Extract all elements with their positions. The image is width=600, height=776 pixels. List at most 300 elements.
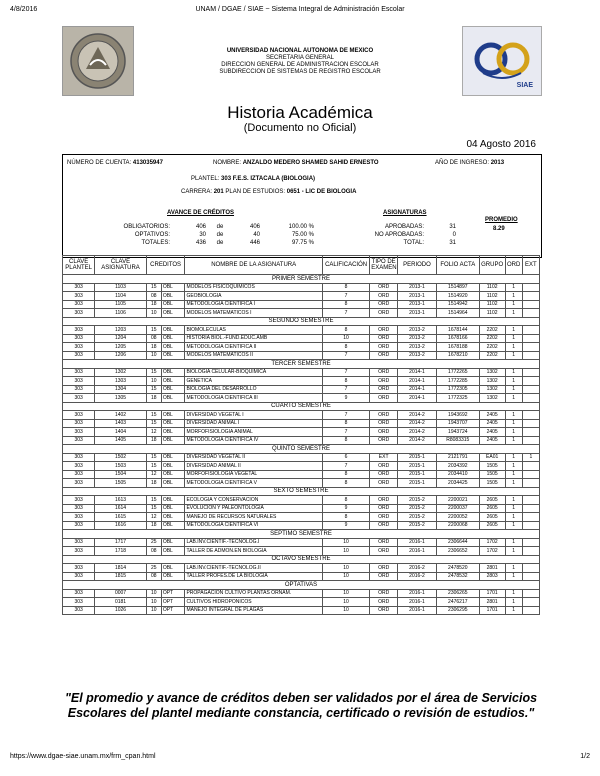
table-cell: EXT — [370, 453, 398, 462]
carrera-value: 201 — [213, 189, 224, 195]
table-cell — [522, 419, 539, 428]
table-cell: 1302 — [479, 394, 505, 403]
table-cell: 1616 — [95, 521, 147, 530]
table-cell: 2014-1 — [398, 394, 437, 403]
table-cell: MODELOS MATEMATICOS I — [185, 309, 323, 318]
table-cell — [522, 326, 539, 335]
table-cell: 303 — [63, 547, 95, 556]
table-cell: ORD — [370, 572, 398, 581]
table-cell: ORD — [370, 283, 398, 292]
table-cell: OBL — [161, 283, 185, 292]
table-cell: 1514964 — [436, 309, 479, 318]
table-cell: OBL — [161, 300, 185, 309]
table-cell: 1678188 — [436, 343, 479, 352]
table-cell: 303 — [63, 377, 95, 386]
table-row — [63, 326, 540, 335]
table-cell — [522, 343, 539, 352]
table-cell: 1 — [505, 419, 522, 428]
table-cell: 1102 — [479, 283, 505, 292]
browser-title: UNAM / DGAE / SIAE ~ Sistema Integral de Administración Escolar — [195, 6, 405, 13]
table-cell: 2605 — [479, 496, 505, 505]
table-cell: OBL — [161, 504, 185, 513]
table-cell: 1505 — [95, 479, 147, 488]
table-cell: ORD — [370, 419, 398, 428]
table-cell — [522, 385, 539, 394]
table-cell: 303 — [63, 394, 95, 403]
table-cell: 1701 — [479, 606, 505, 615]
table-cell: 1 — [505, 300, 522, 309]
table-cell: 1 — [505, 572, 522, 581]
table-cell: OBL — [161, 538, 185, 547]
table-cell: 303 — [63, 470, 95, 479]
table-cell: 2405 — [479, 436, 505, 445]
table-cell: METODOLOGIA CIENTIFICA III — [185, 394, 323, 403]
cuenta-value: 413035947 — [132, 160, 163, 166]
table-cell: 9 — [322, 521, 369, 530]
table-cell: TALLER DE ADMON.EN BIOLOGIA — [185, 547, 323, 556]
page-title: Historia Académica — [227, 103, 373, 122]
table-cell: 7 — [322, 351, 369, 360]
table-cell: OBL — [161, 479, 185, 488]
table-cell: 1105 — [95, 300, 147, 309]
table-cell: 303 — [63, 419, 95, 428]
table-cell: ORD — [370, 428, 398, 437]
table-cell: ORD — [370, 300, 398, 309]
table-cell: ORD — [370, 547, 398, 556]
table-cell: 2013-1 — [398, 309, 437, 318]
table-cell: 1943707 — [436, 419, 479, 428]
table-cell: 1302 — [95, 368, 147, 377]
table-cell: 7 — [322, 292, 369, 301]
table-cell: 1943724 — [436, 428, 479, 437]
table-cell: 2034392 — [436, 462, 479, 471]
table-cell: 303 — [63, 334, 95, 343]
table-cell: 10 — [146, 309, 161, 318]
table-cell: 1678166 — [436, 334, 479, 343]
table-cell: 1505 — [479, 462, 505, 471]
table-cell: 9 — [322, 504, 369, 513]
semester-header-row — [63, 487, 540, 496]
table-cell: OBL — [161, 411, 185, 420]
table-cell: 1772265 — [436, 368, 479, 377]
table-cell: CULTIVOS HIDROPONICOS — [185, 598, 323, 607]
table-cell: 1814 — [95, 564, 147, 573]
table-cell: 1 — [505, 598, 522, 607]
table-row — [63, 572, 540, 581]
table-cell: 1102 — [479, 300, 505, 309]
table-cell: 2200037 — [436, 504, 479, 513]
table-cell: 15 — [146, 411, 161, 420]
semester-header-row — [63, 402, 540, 411]
table-cell: MANEJO DE RECURSOS NATURALES — [185, 513, 323, 522]
table-cell: BIOLOGIA DEL DESARROLLO — [185, 385, 323, 394]
table-cell: OBL — [161, 394, 185, 403]
table-cell: 1502 — [95, 453, 147, 462]
table-cell: 1772325 — [436, 394, 479, 403]
table-cell: 2013-1 — [398, 283, 437, 292]
table-row — [63, 436, 540, 445]
table-cell: DIVERSIDAD VEGETAL II — [185, 453, 323, 462]
table-cell: EVOLUCION Y PALEONTOLOGIA — [185, 504, 323, 513]
table-cell: ORD — [370, 436, 398, 445]
table-row — [63, 428, 540, 437]
table-cell: 2605 — [479, 521, 505, 530]
table-cell — [522, 436, 539, 445]
table-cell: 1 — [505, 326, 522, 335]
table-cell: 1 — [505, 513, 522, 522]
table-cell: 7 — [322, 309, 369, 318]
page-url: https://www.dgae-siae.unam.mx/frm_cpan.html — [10, 753, 156, 760]
table-cell: OBL — [161, 513, 185, 522]
asignaturas-title: ASIGNATURAS — [383, 210, 427, 216]
col-periodo: PERIODO — [398, 256, 437, 275]
table-row — [63, 606, 540, 615]
table-cell: 2202 — [479, 326, 505, 335]
table-cell: 2306652 — [436, 547, 479, 556]
table-cell: ECOLOGIA Y CONSERVACION — [185, 496, 323, 505]
table-cell — [522, 564, 539, 573]
table-cell: ORD — [370, 479, 398, 488]
table-cell: 1718 — [95, 547, 147, 556]
table-cell: 303 — [63, 292, 95, 301]
table-cell — [522, 504, 539, 513]
table-cell: 10 — [322, 589, 369, 598]
table-row — [63, 283, 540, 292]
table-cell: 2013-1 — [398, 292, 437, 301]
table-cell: MODELOS MATEMATICOS II — [185, 351, 323, 360]
table-cell: LAB.INV.CIENTIF.-TECNOLOG.II — [185, 564, 323, 573]
table-cell: 303 — [63, 504, 95, 513]
table-cell: 1 — [505, 368, 522, 377]
table-cell: 15 — [146, 326, 161, 335]
table-cell: OBL — [161, 436, 185, 445]
table-cell — [522, 411, 539, 420]
table-cell: 2306644 — [436, 538, 479, 547]
table-header-row — [63, 256, 540, 275]
table-cell: 2202 — [479, 351, 505, 360]
table-row — [63, 411, 540, 420]
direccion: DIRECCION GENERAL DE ADMINISTRACION ESCOLAR — [221, 62, 379, 68]
table-cell: 1103 — [95, 283, 147, 292]
table-cell — [522, 394, 539, 403]
document-date: 04 Agosto 2016 — [466, 139, 536, 150]
grades-body — [63, 275, 540, 615]
table-cell: 15 — [146, 283, 161, 292]
semester-header-row — [63, 317, 540, 326]
table-cell: OBL — [161, 453, 185, 462]
table-cell: ORD — [370, 377, 398, 386]
table-cell: ORD — [370, 589, 398, 598]
table-cell: ORD — [370, 564, 398, 573]
table-cell: 2803 — [479, 572, 505, 581]
table-cell: 2200052 — [436, 513, 479, 522]
table-cell: 1405 — [95, 436, 147, 445]
table-cell: 7 — [322, 411, 369, 420]
table-cell: 0007 — [95, 589, 147, 598]
table-cell: 303 — [63, 513, 95, 522]
table-cell: OPT — [161, 606, 185, 615]
table-cell: 25 — [146, 538, 161, 547]
table-cell — [522, 479, 539, 488]
table-cell: 2016-1 — [398, 589, 437, 598]
table-cell: BIOMOLECULAS — [185, 326, 323, 335]
table-cell: 2013-2 — [398, 326, 437, 335]
table-cell: OBL — [161, 547, 185, 556]
table-cell: 8 — [322, 479, 369, 488]
table-cell: 303 — [63, 411, 95, 420]
table-cell: 8 — [322, 513, 369, 522]
table-cell: 2405 — [479, 411, 505, 420]
table-cell: ORD — [370, 513, 398, 522]
table-cell: 10 — [322, 334, 369, 343]
table-cell — [522, 572, 539, 581]
semester-name: PRIMER SEMESTRE — [63, 275, 540, 284]
table-cell: 1 — [505, 606, 522, 615]
carrera-row — [181, 189, 356, 195]
table-cell: 2015-2 — [398, 504, 437, 513]
table-cell: TALLER PROFES.DE LA BIOLOGIA — [185, 572, 323, 581]
table-cell: MANEJO INTEGRAL DE PLAGAS — [185, 606, 323, 615]
table-cell: 1 — [505, 309, 522, 318]
table-cell: ORD — [370, 496, 398, 505]
table-row — [63, 538, 540, 547]
table-cell: ORD — [370, 606, 398, 615]
table-row — [63, 343, 540, 352]
table-cell: 1203 — [95, 326, 147, 335]
table-cell: 2306295 — [436, 606, 479, 615]
table-cell: 2476217 — [436, 598, 479, 607]
table-cell: 2015-1 — [398, 453, 437, 462]
table-cell: 303 — [63, 564, 95, 573]
semester-name: OCTAVO SEMESTRE — [63, 555, 540, 564]
table-cell: 10 — [322, 572, 369, 581]
table-cell — [522, 598, 539, 607]
nombre-value: ANZALDO MEDERO SHAMED SAHID ERNESTO — [242, 160, 379, 166]
table-cell: ORD — [370, 462, 398, 471]
siae-logo-icon — [462, 26, 542, 96]
table-cell: 2016-2 — [398, 572, 437, 581]
asignaturas-row: NO APROBADAS: 0 — [374, 232, 456, 238]
table-cell: 1505 — [479, 470, 505, 479]
table-cell: DIVERSIDAD ANIMAL II — [185, 462, 323, 471]
table-cell: 2013-1 — [398, 300, 437, 309]
table-cell: 7 — [322, 428, 369, 437]
col-ord: ORD — [505, 256, 522, 275]
table-cell — [522, 300, 539, 309]
table-cell: 1302 — [479, 368, 505, 377]
table-cell: 2605 — [479, 513, 505, 522]
table-cell: 18 — [146, 300, 161, 309]
table-cell: GENETICA — [185, 377, 323, 386]
col-creditos: CREDITOS — [146, 256, 185, 275]
table-cell: 303 — [63, 496, 95, 505]
table-cell: 303 — [63, 598, 95, 607]
table-cell — [522, 428, 539, 437]
table-cell — [522, 368, 539, 377]
table-cell: 1815 — [95, 572, 147, 581]
table-cell: 1 — [505, 283, 522, 292]
table-row — [63, 513, 540, 522]
table-cell: 2801 — [479, 598, 505, 607]
table-cell: ORD — [370, 521, 398, 530]
table-cell: OPT — [161, 598, 185, 607]
table-cell: 2016-2 — [398, 564, 437, 573]
table-cell: 8 — [322, 496, 369, 505]
semester-header-row — [63, 445, 540, 454]
institution-block — [150, 48, 450, 76]
table-cell: 8 — [322, 343, 369, 352]
table-cell: 8 — [322, 419, 369, 428]
print-date: 4/8/2016 — [10, 6, 38, 13]
table-cell: 7 — [322, 368, 369, 377]
table-cell: 1505 — [479, 479, 505, 488]
table-cell: 2306265 — [436, 589, 479, 598]
table-cell: 1 — [505, 343, 522, 352]
table-cell: 1 — [522, 453, 539, 462]
table-cell: 303 — [63, 368, 95, 377]
table-cell: 1772285 — [436, 377, 479, 386]
table-cell: 1701 — [479, 589, 505, 598]
table-cell: 1303 — [95, 377, 147, 386]
table-cell: 2478520 — [436, 564, 479, 573]
table-cell: METODOLOGIA CIENTIFICA IV — [185, 436, 323, 445]
table-cell: 1 — [505, 470, 522, 479]
table-cell: 2014-1 — [398, 377, 437, 386]
table-cell: R8083315 — [436, 436, 479, 445]
asignaturas-table — [361, 223, 457, 247]
table-row — [63, 504, 540, 513]
table-cell: ORD — [370, 368, 398, 377]
table-cell: OBL — [161, 572, 185, 581]
table-row — [63, 292, 540, 301]
table-cell: 10 — [146, 606, 161, 615]
table-cell — [522, 462, 539, 471]
table-cell: ORD — [370, 504, 398, 513]
table-cell: 1615 — [95, 513, 147, 522]
table-cell: 1102 — [479, 309, 505, 318]
table-cell: 1 — [505, 394, 522, 403]
semester-name: QUINTO SEMESTRE — [63, 445, 540, 454]
plantel-value: 303 F.E.S. IZTACALA (BIOLOGIA) — [221, 176, 316, 182]
table-cell: 6 — [322, 453, 369, 462]
table-cell: 2014-2 — [398, 436, 437, 445]
table-cell: 2013-2 — [398, 351, 437, 360]
col-nombre: NOMBRE DE LA ASIGNATURA — [185, 256, 323, 275]
table-cell: LAB.INV.CIENTIF.-TECNOLOG.I — [185, 538, 323, 547]
nombre-row — [213, 160, 379, 166]
table-cell: 1 — [505, 479, 522, 488]
disclaimer-quote: "El promedio y avance de créditos deben ser validados por el área de Servicios Escolares del plantel mediante constancia, certificado o revisión de estudios." — [64, 691, 538, 720]
table-cell: OBL — [161, 496, 185, 505]
table-row — [63, 309, 540, 318]
table-cell: 1026 — [95, 606, 147, 615]
cuenta-row — [67, 160, 163, 166]
table-cell — [522, 334, 539, 343]
table-cell: 303 — [63, 300, 95, 309]
avance-title: AVANCE DE CRÉDITOS — [167, 210, 235, 216]
table-cell: 10 — [146, 589, 161, 598]
table-cell: 1304 — [95, 385, 147, 394]
table-cell: 1404 — [95, 428, 147, 437]
table-cell: 1717 — [95, 538, 147, 547]
table-cell — [522, 521, 539, 530]
table-cell: ORD — [370, 470, 398, 479]
table-cell: 303 — [63, 326, 95, 335]
avance-row: OBLIGATORIOS: 406 de 406 100.00 % — [123, 224, 314, 230]
plan-value: 0651 - LIC DE BIOLOGIA — [286, 189, 357, 195]
table-row — [63, 598, 540, 607]
table-cell: 303 — [63, 572, 95, 581]
table-cell: ORD — [370, 326, 398, 335]
table-cell: 1102 — [479, 292, 505, 301]
table-cell: 1702 — [479, 547, 505, 556]
table-cell: 2014-1 — [398, 368, 437, 377]
table-cell: 1205 — [95, 343, 147, 352]
table-cell: OBL — [161, 462, 185, 471]
table-cell: 1772305 — [436, 385, 479, 394]
table-cell: 15 — [146, 496, 161, 505]
table-cell: 303 — [63, 436, 95, 445]
table-cell: 15 — [146, 462, 161, 471]
table-cell: 8 — [322, 283, 369, 292]
table-cell: 18 — [146, 521, 161, 530]
secretaria: SECRETARIA GENERAL — [266, 55, 334, 61]
nombre-label: NOMBRE: — [213, 160, 242, 166]
table-cell: 1943692 — [436, 411, 479, 420]
asignaturas-row: APROBADAS: 31 — [384, 224, 456, 230]
table-cell: OBL — [161, 470, 185, 479]
table-cell: 303 — [63, 589, 95, 598]
ingreso-label: AÑO DE INGRESO: — [435, 160, 490, 166]
table-cell: OBL — [161, 368, 185, 377]
table-cell — [522, 496, 539, 505]
table-cell: 8 — [322, 300, 369, 309]
table-cell: OBL — [161, 292, 185, 301]
table-cell: 15 — [146, 419, 161, 428]
table-row — [63, 385, 540, 394]
table-cell: 2121791 — [436, 453, 479, 462]
table-cell: 1 — [505, 385, 522, 394]
table-cell: 1613 — [95, 496, 147, 505]
table-cell: 2013-2 — [398, 334, 437, 343]
table-row — [63, 351, 540, 360]
table-cell: 1678210 — [436, 351, 479, 360]
table-cell: 2016-1 — [398, 538, 437, 547]
table-cell: 08 — [146, 547, 161, 556]
table-cell: ORD — [370, 411, 398, 420]
table-row — [63, 394, 540, 403]
table-cell: 1 — [505, 504, 522, 513]
table-cell: 1106 — [95, 309, 147, 318]
table-cell: ORD — [370, 334, 398, 343]
table-cell: EA01 — [479, 453, 505, 462]
table-cell: 2405 — [479, 428, 505, 437]
table-cell: 10 — [322, 564, 369, 573]
table-cell: MODELOS FISICOQUIMICOS — [185, 283, 323, 292]
table-cell: 1206 — [95, 351, 147, 360]
table-cell: OBL — [161, 351, 185, 360]
table-cell: GEOBIOLOGIA — [185, 292, 323, 301]
table-cell: 1514942 — [436, 300, 479, 309]
table-cell: 7 — [322, 462, 369, 471]
student-info-box — [62, 154, 542, 258]
table-cell: ORD — [370, 309, 398, 318]
table-cell: 10 — [146, 598, 161, 607]
table-cell: 12 — [146, 428, 161, 437]
table-cell: 1 — [505, 453, 522, 462]
semester-name: SEXTO SEMESTRE — [63, 487, 540, 496]
table-cell: 10 — [322, 547, 369, 556]
